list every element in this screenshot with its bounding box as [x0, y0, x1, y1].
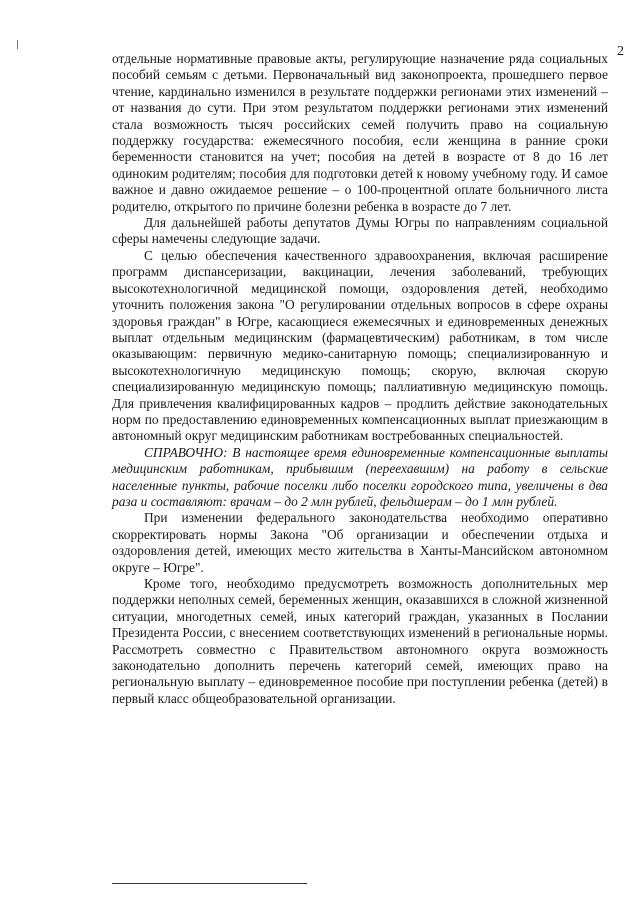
paragraph: отдельные нормативные правовые акты, регулирующие назначение ряда социальных пособий семьям с детьми. Первоначальный вид законопроекта, прошедшего первое чтение, кардинально изменился в результате поддержки регионами этих изменений – от названия до сути. При этом результатом поддержки регионами этих изменений стала возможность тысяч российских семей получить право на социальную поддержку государства: ежемесячного пособия, если женщина в ранние сроки беременности становится на учет; пособия на детей в возрасте от 8 до 16 лет одиноким родителям; пособия для подготовки детей к новому учебному году. И самое важное и давно ожидаемое решение – о 100-процентной оплате больничного листа родителю, открытого по причине болезни ребенка в возрасте до 7 лет. [112, 51, 608, 214]
paragraph: С целью обеспечения качественного здравоохранения, включая расширение программ диспансеризации, вакцинации, лечения заболеваний, требующих высокотехнологичной медицинской помощи, оздоровления детей, необходимо уточнить положения закона "О регулировании отдельных вопросов в сфере охраны здоровья граждан" в Югре, касающиеся ежемесячных и единовременных денежных выплат отдельным медицинским (фармацевтическим) работникам, в том числе оказывающим: первичную медико-санитарную помощь; специализированную и высокотехнологичную медицинскую помощь; скорую, включая скорую специализированную медицинскую помощь; паллиативную медицинскую помощь. Для привлечения квалифицированных кадров – продлить действие законодательных норм по предоставлению единовременных компенсационных выплат приезжающим в автономный округ медицинским работникам востребованных специальностей. [112, 247, 608, 444]
margin-mark [17, 40, 18, 49]
page-number: 2 [617, 44, 624, 59]
footnote-divider [112, 883, 307, 884]
paragraph: Для дальнейшей работы депутатов Думы Югры по направлениям социальной сферы намечены следующие задачи. [112, 215, 608, 247]
paragraph: При изменении федерального законодательства необходимо оперативно скорректировать нормы Закона "Об организации и обеспечении отдыха и оздоровления детей, имеющих место жительства в Ханты-Мансийском автономном округе – Югре". [112, 510, 608, 575]
reference-note: СПРАВОЧНО: В настоящее время единовременные компенсационные выплаты медицинским работникам, прибывшим (переехавшим) на работу в сельские населенные пункты, рабочие поселки либо поселки городского типа, увеличены в два раза и составляют: врачам – до 2 млн рублей, фельдшерам – до 1 млн рублей. [112, 444, 608, 509]
paragraph: Кроме того, необходимо предусмотреть возможность дополнительных мер поддержки неполных семей, беременных женщин, оказавшихся в сложной жизненной ситуации, многодетных семей, иных категорий граждан, указанных в Послании Президента России, с внесением соответствующих изменений в региональные нормы. Рассмотреть совместно с Правительством автономного округа возможность законодательно дополнить перечень категорий семей, имеющих право на региональную выплату – единовременное пособие при поступлении ребенка (детей) в первый класс общеобразовательной организации. [112, 576, 608, 706]
document-body [112, 51, 608, 707]
